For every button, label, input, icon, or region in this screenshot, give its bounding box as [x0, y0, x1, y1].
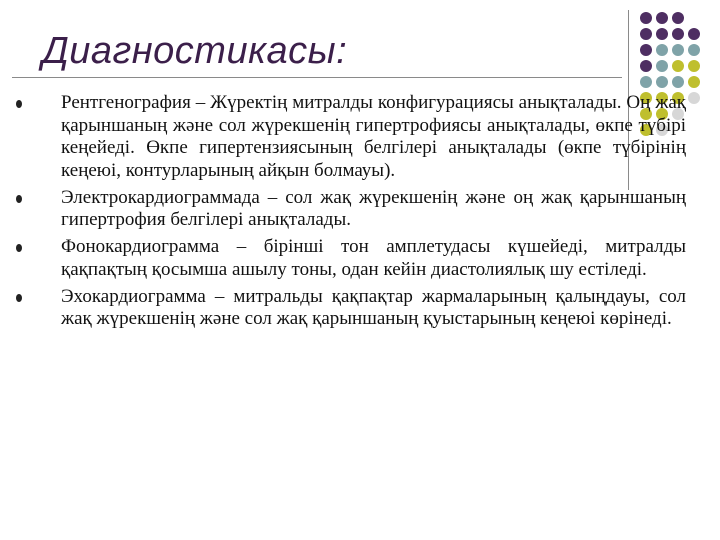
decor-dot	[656, 28, 668, 40]
list-item-text: Эхокардиограмма – митральды қақпақтар жармаларының қалыңдауы, сол жақ жүрекшенің және сол жақ қарыншаның қуыстарының кеңеюі көрінеді.	[61, 285, 686, 329]
decorative-horizontal-line	[12, 77, 622, 78]
decor-dot	[688, 92, 700, 104]
bullet-icon	[16, 100, 22, 108]
list-item	[16, 92, 686, 182]
bullet-icon	[16, 244, 22, 252]
decor-dot	[640, 60, 652, 72]
decor-dot	[640, 76, 652, 88]
bullet-icon	[16, 294, 22, 302]
list-item-text: Электрокардиограммада – сол жақ жүрекшенің және оң жақ қарыншаның гипертрофия белгілері анықталады.	[61, 186, 686, 230]
decor-dot	[672, 60, 684, 72]
list-item	[16, 187, 686, 232]
decor-dot	[656, 44, 668, 56]
list-item-text: Фонокардиограмма – бірінші тон амплетудасы күшейеді, митралды қақпақтың қосымша ашылу тоны, одан кейін диастолиялық шу естіледі.	[61, 236, 686, 280]
decor-dot	[672, 28, 684, 40]
decor-dot	[672, 12, 684, 24]
list-item-text: Рентгенография – Жүректің митралды конфигурациясы анықталады. Оң жақ қарыншаның және сол жүрекшенің гипертрофиясы анықталады, өкпе түбірі кеңейеді. Өкпе гипертензиясының белгілері анықталады (өкпе түбірінің кеңеюі, контурларының айқын болмауы).	[61, 92, 686, 181]
decor-dot	[656, 76, 668, 88]
bullet-icon	[16, 195, 22, 203]
decor-dot	[688, 76, 700, 88]
decor-dot	[656, 12, 668, 24]
decor-dot	[656, 60, 668, 72]
slide-title: Диагностикасы:	[42, 30, 348, 72]
decor-dot	[640, 44, 652, 56]
list-item	[16, 286, 686, 331]
decor-dot	[640, 28, 652, 40]
decor-dot	[688, 28, 700, 40]
bullet-list	[16, 92, 686, 335]
decor-dot	[672, 76, 684, 88]
decor-dot	[688, 44, 700, 56]
list-item	[16, 236, 686, 281]
decor-dot	[688, 60, 700, 72]
decor-dot	[640, 12, 652, 24]
decor-dot	[672, 44, 684, 56]
